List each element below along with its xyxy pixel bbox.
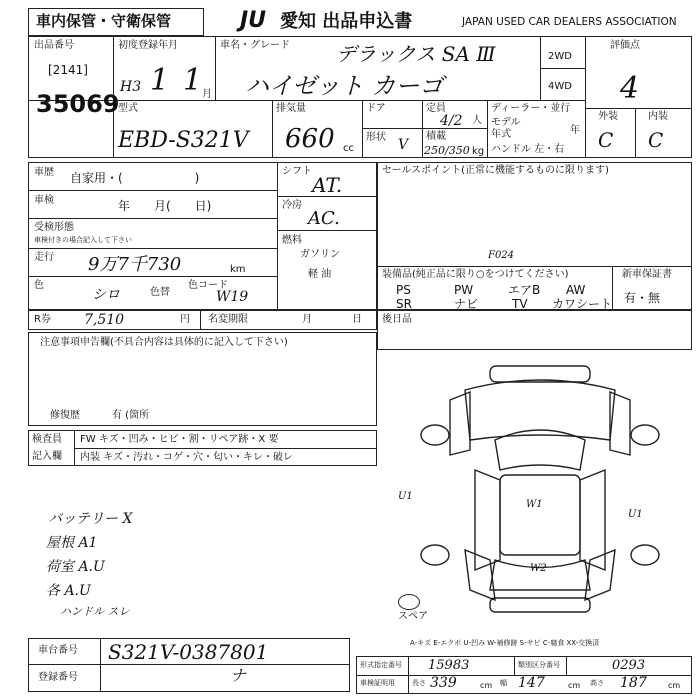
mileage-label: 走行: [34, 252, 54, 263]
mark-w2: W2: [530, 563, 547, 574]
capacity-value: 4/2: [440, 113, 463, 129]
displacement-label: 排気量: [276, 103, 306, 114]
warranty-value: 有・無: [624, 291, 661, 305]
recycle-value: 7,510: [84, 312, 125, 328]
name-change-month: 月: [302, 314, 312, 325]
equip-pw: PW: [454, 283, 474, 297]
grade-text: デラックス SA Ⅲ: [336, 42, 496, 66]
recycle-label: R券: [34, 314, 51, 325]
warranty-label: 新車保証書: [622, 269, 672, 280]
car-diagram: [420, 360, 660, 620]
color-code-label: 色コード: [188, 280, 228, 291]
inspection-label: 車検: [34, 195, 54, 206]
registration-label: 初度登録年月: [118, 40, 178, 51]
sales-point-label: セールスポイント(正常に機能するものに限ります): [382, 165, 609, 176]
cert-label: 車検証明用: [360, 679, 395, 687]
shift-label: シフト: [282, 166, 312, 177]
inspection-value: 年 月( 日): [118, 199, 212, 213]
shape-label: 形状: [366, 132, 386, 143]
inspector-int-row: 内装 キズ・汚れ・コゲ・穴・匂い・キレ・破レ: [80, 452, 293, 463]
color-change-label: 色替: [150, 287, 170, 298]
registration-year: 1: [150, 63, 170, 98]
repair-value: 有 (箇所: [112, 410, 150, 421]
ju-logo: JU: [240, 8, 267, 33]
name-change-label: 名変期限: [208, 314, 248, 325]
equip-ps: PS: [396, 283, 411, 297]
reg-number-label: 登録番号: [38, 672, 78, 683]
wid-value: 147: [518, 675, 545, 691]
after-items-label: 後日品: [382, 314, 412, 325]
mark-u1-left: U1: [398, 491, 413, 502]
type-label: 型式: [118, 103, 138, 114]
int-label: 内装: [648, 111, 668, 122]
type-value: EBD-S321V: [118, 128, 249, 153]
fuel-label: 燃料: [282, 235, 302, 246]
displacement-unit: cc: [343, 143, 354, 154]
year-unit: 年: [570, 125, 580, 136]
history-value: 自家用・( ): [70, 171, 200, 185]
score-value: 4: [620, 71, 640, 106]
sales-point-note: F024: [488, 250, 515, 261]
form-label: 形式指定番号: [360, 661, 402, 669]
dealer-label: ディーラー・並行: [491, 103, 571, 114]
registration-era: H3: [120, 79, 142, 95]
registration-month-unit: 月: [202, 89, 212, 100]
len-value: 339: [430, 675, 457, 691]
note-4: 各 A.U: [46, 583, 91, 599]
guarantee-label: 受検形態: [34, 222, 74, 233]
ext-label: 外装: [598, 111, 618, 122]
hgt-unit: cm: [668, 681, 681, 690]
recycle-row: [28, 310, 377, 330]
color-code-value: W19: [216, 289, 249, 305]
lot-bracket: [2141]: [48, 63, 88, 77]
equip-airbag: エアB: [508, 283, 541, 297]
storage-title: 車内保管・守衛保管: [36, 12, 172, 30]
equip-sr: SR: [396, 297, 412, 311]
org-english: JAPAN USED CAR DEALERS ASSOCIATION: [462, 16, 677, 28]
equip-tv: TV: [512, 297, 528, 311]
class-label: 類別区分番号: [518, 661, 560, 669]
ac-label: 冷房: [282, 200, 302, 211]
ac-value: AC.: [308, 208, 340, 229]
load-unit: kg: [472, 146, 485, 157]
form-value: 15983: [428, 658, 470, 673]
equip-navi: ナビ: [454, 297, 479, 311]
inspector-label-1: 検査員: [32, 434, 62, 445]
inspector-fw-row: FW キズ・凹み・ヒビ・割・リペア跡・X 要: [80, 434, 279, 445]
mileage-value: 9万7千730: [88, 254, 182, 275]
note-2: 屋根 A1: [46, 535, 98, 551]
spare-label: スペア: [398, 611, 428, 622]
capacity-unit: 人: [472, 115, 482, 126]
int-value: C: [648, 128, 664, 152]
registration-month: 1: [183, 63, 203, 98]
shift-value: AT.: [312, 173, 343, 197]
wid-unit: cm: [568, 681, 581, 690]
model-text: ハイゼット カーゴ: [245, 72, 444, 100]
equip-seat: カワシート: [552, 297, 613, 311]
fuel-diesel: 軽 油: [308, 269, 332, 280]
load-value: 250/350: [424, 144, 470, 157]
name-change-day: 日: [352, 314, 362, 325]
score-label: 評価点: [610, 40, 640, 51]
hgt-label: 高さ: [590, 679, 604, 687]
lot-number: 35069: [36, 90, 120, 118]
note-3: 荷室 A.U: [46, 559, 105, 575]
class-value: 0293: [612, 658, 646, 673]
handle-label: ハンドル 左・右: [491, 144, 565, 155]
len-label: 長さ: [412, 679, 426, 687]
door-label: ドア: [366, 103, 386, 114]
spare-icon: [398, 594, 420, 610]
note-5: ハンドル スレ: [60, 605, 130, 618]
shape-value: V: [398, 137, 409, 153]
inspector-label-2: 記入欄: [32, 451, 62, 462]
chassis-value: S321V-0387801: [108, 640, 269, 664]
ext-value: C: [598, 128, 614, 152]
equipment-label: 装備品(純正品に限り○をつけてください): [382, 269, 569, 280]
recycle-unit: 円: [180, 314, 190, 325]
lot-label: 出品番号: [34, 40, 74, 51]
color-label: 色: [34, 280, 44, 291]
hgt-value: 187: [620, 675, 647, 691]
mileage-unit: km: [230, 264, 246, 275]
drive-4wd: 4WD: [548, 81, 572, 92]
fuel-gasoline: ガソリン: [300, 249, 340, 260]
displacement-value: 660: [285, 124, 335, 154]
chassis-label: 車台番号: [38, 645, 78, 656]
note-1: バッテリー X: [48, 511, 133, 527]
model-year-label: モデル: [491, 117, 521, 128]
repair-label: 修復歴: [50, 410, 80, 421]
drive-2wd: 2WD: [548, 51, 572, 62]
color-value: シロ: [92, 287, 120, 303]
mark-w1: W1: [526, 499, 543, 510]
wid-label: 幅: [500, 679, 507, 687]
after-items-box: [377, 310, 692, 350]
load-label: 積載: [426, 131, 446, 142]
year-label: 年式: [491, 129, 511, 140]
guarantee-sub: 車検付きの場合記入して下さい: [34, 236, 132, 244]
notes-label: 注意事項申告欄(不具合内容は具体的に記入して下さい): [40, 337, 288, 348]
name-label: 車名・グレード: [220, 40, 290, 51]
history-label: 車歴: [34, 167, 54, 178]
reg-number-value: ナ: [230, 666, 247, 685]
len-unit: cm: [480, 681, 493, 690]
mark-u1-right: U1: [628, 509, 643, 520]
damage-legend: A-キズ E-エクボ U-凹み W-補修跡 S-サビ C-腐食 XX-交換済: [410, 639, 600, 647]
capacity-label: 定員: [426, 103, 446, 114]
org-title: 愛知 出品申込書: [280, 11, 413, 32]
equip-aw: AW: [566, 283, 586, 297]
